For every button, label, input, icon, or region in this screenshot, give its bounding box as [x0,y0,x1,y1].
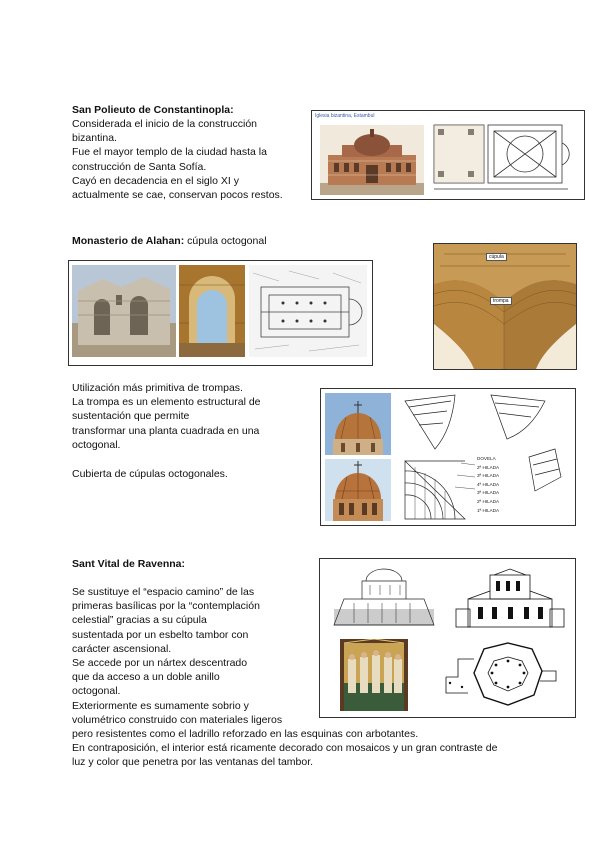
diagram-label: 4ª HILADA [477,481,500,487]
text-line: sustentada por un esbelto tambor con [72,628,249,641]
text-line: sustentación que permite [72,410,190,423]
diagram-label: 3ª HILADA [477,490,500,496]
text-line: En contraposición, el interior está ricamente decorado con mosaicos y un gran contraste de [72,742,498,755]
text-line: octogonal. [72,438,121,451]
alahan-arch-photo [179,265,245,357]
trompa-label-cupula: cúpula [486,253,507,261]
section2-extra: Cubierta de cúpulas octogonales. [72,468,228,480]
section2-subtitle: cúpula octogonal [184,235,267,247]
text-line: La trompa es un elemento estructural de [72,396,261,409]
text-line: primeras basílicas por la “contemplación [72,600,260,613]
alahan-image-box [68,260,373,366]
sanvitale-section-drawing [324,565,444,633]
text-line: Utilización más primitiva de trompas. [72,382,243,394]
text-line: Considerada el inicio de la construcción [72,118,258,130]
polieuto-caption: Iglesia bizantina, Estambul [315,113,375,119]
text-line: actualmente se cae, conservan pocos restos. [72,189,283,202]
church-exterior-photo [320,125,424,195]
polieuto-image-box [311,110,585,200]
sanvitale-image-box [319,558,576,718]
text-line: volumétrico construido con materiales ligeros [72,713,283,726]
text-line: Se accede por un nártex descentrado [72,657,248,670]
text-line: Cayó en decadencia en el siglo XI y [72,174,239,187]
text-line: octogonal. [72,685,121,698]
trompa-drawing [434,244,576,369]
trompa-diagrams [395,391,571,521]
sanvitale-elevation-drawing [450,565,570,633]
text-line: celestial” gracias a su cúpula [72,614,207,627]
sanvitale-mosaic-photo [340,639,408,711]
text-line: Fue el mayor templo de la ciudad hasta la [72,146,267,159]
trompa-illustration-box [433,243,577,370]
section1-title: San Polieuto de Constantinopla: [72,104,234,116]
text-line: construcción de Santa Sofía. [72,160,207,173]
text-line: que da acceso a un doble anillo [72,671,220,684]
section2-title: Monasterio de Alahan: [72,235,185,247]
text-line: Exteriormente es sumamente sobrio y [72,699,249,712]
section3-title: Sant Vital de Ravenna: [72,558,186,570]
polieuto-floor-plan [428,117,578,195]
text-line: bizantina. [72,132,117,145]
text-line: Se sustituye el “espacio camino” de las [72,586,255,598]
text-line: luz y color que penetra por las ventanas del tambor. [72,756,314,769]
domes-image-box [320,388,576,526]
diagram-labels [477,455,499,515]
dome-photo-bottom [325,459,391,521]
section2-body [72,381,312,452]
diagram-label: 3ª HILADA [477,473,500,479]
diagram-label: 2ª HILADA [477,464,500,470]
alahan-ruins-photo [72,265,176,357]
text-line: pero resistentes como el ladrillo reforzado en las esquinas con arbotantes. [72,728,419,741]
trompa-label-trompa: trompa [490,297,512,305]
sanvitale-floor-plan [438,637,570,713]
section1-body [72,117,312,202]
dome-photo-top [325,393,391,455]
text-line: transformar una planta cuadrada en una [72,424,260,437]
diagram-label: DOVELA [477,456,496,461]
section2-heading [72,234,267,248]
alahan-plan-drawing [249,265,367,357]
diagram-label: 2ª HILADA [477,498,500,504]
diagram-label: 1ª HILADA [477,507,500,513]
text-line: carácter ascensional. [72,642,172,655]
